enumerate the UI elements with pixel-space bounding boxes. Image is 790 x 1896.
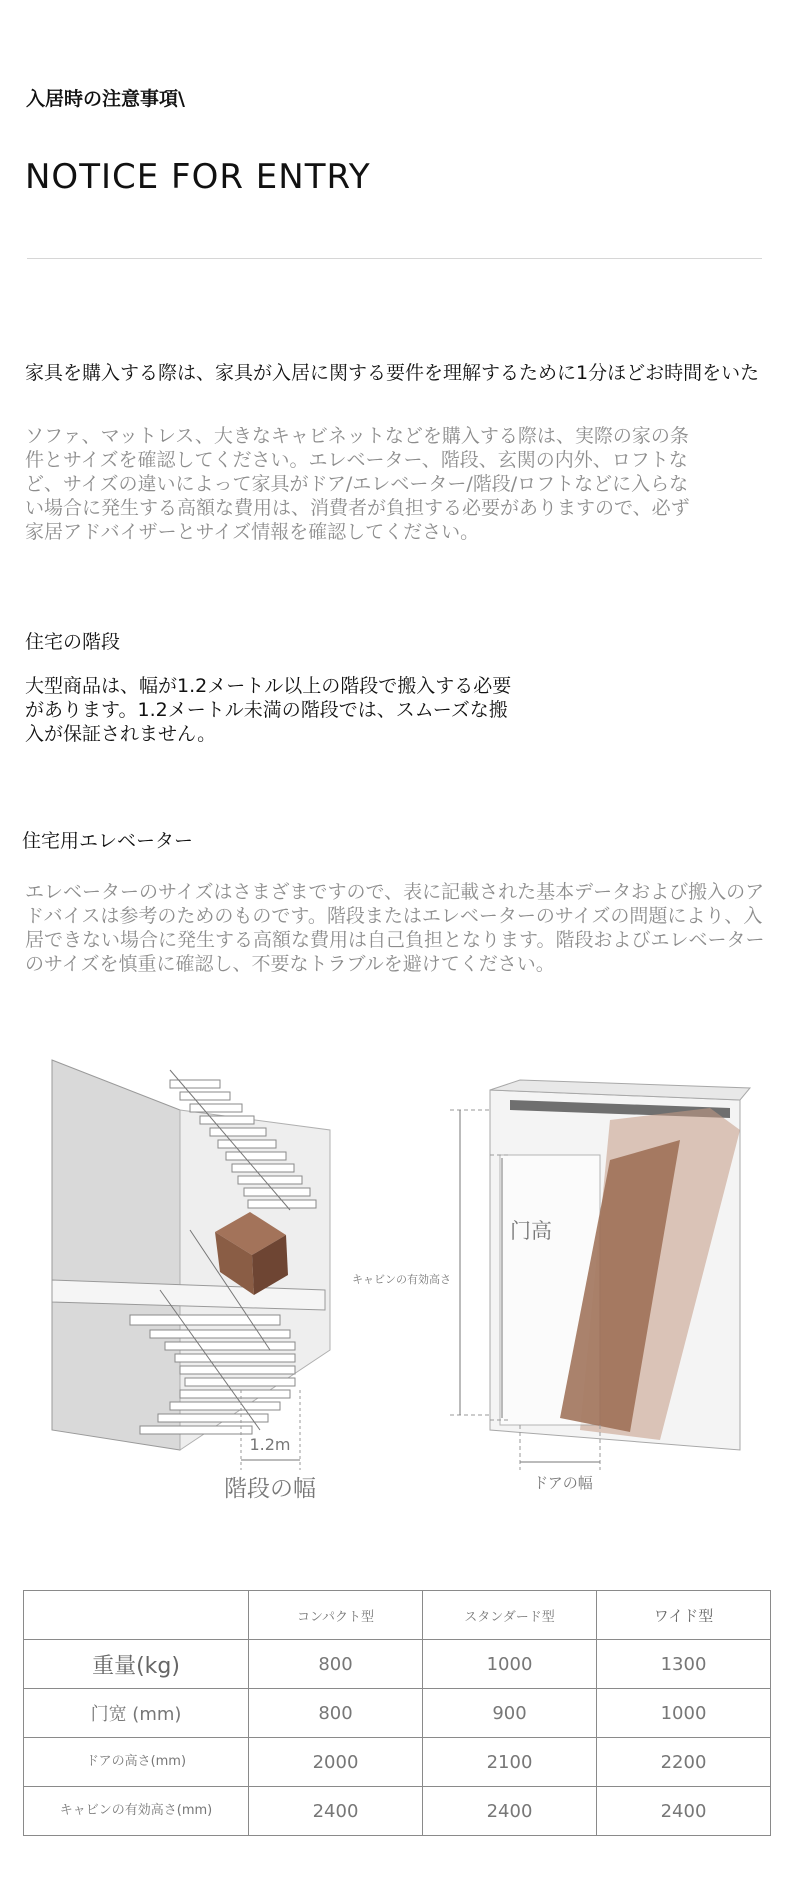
elevator-illustration [352,1080,750,1492]
stair-width-caption: 階段の幅 [224,1476,316,1502]
table-header-row [24,1591,771,1640]
page-title: NOTICE FOR ENTRY [25,157,371,197]
table-cell: 2400 [423,1787,597,1836]
door-height-label: 门高 [510,1219,552,1243]
cabin-height-label: キャビンの有効高さ [352,1273,451,1286]
stairs-elevator-illustration [40,1050,760,1510]
table-cell: 2400 [249,1787,423,1836]
row-label-cabin-height: キャビンの有効高さ(mm) [24,1787,249,1836]
divider [27,258,762,259]
row-label-weight: 重量(kg) [24,1640,249,1689]
column-header-wide: ワイド型 [597,1591,771,1640]
lead-text: 家具を購入する際は、家具が入居に関する要件を理解するために1分ほどお時間をいた [25,362,760,384]
table-cell: 2400 [597,1787,771,1836]
table-row [24,1689,771,1738]
stairs-body: 大型商品は、幅が1.2メートル以上の階段で搬入する必要があります。1.2メートル未満の階段では、スムーズな搬入が保証されません。 [25,675,512,745]
section-tag: 入居時の注意事項\ [26,88,185,110]
row-label-door-width: 门宽 (mm) [24,1689,249,1738]
row-label-door-height: ドアの高さ(mm) [24,1738,249,1787]
column-header-standard: スタンダード型 [423,1591,597,1640]
table-row [24,1640,771,1689]
intro-paragraph: ソファ、マットレス、大きなキャビネットなどを購入する際は、実際の家の条件とサイズを確認してください。エレベーター、階段、玄関の内外、ロフトなど、サイズの違いによって家具がドア/エレベーター/階段/ロフトなどに入らない場合に発生する高額な費用は、消費者が負担する必要がありますので、必ず家居アドバイザーとサイズ情報を確認してください。 [25,425,690,543]
table-cell: 1300 [597,1640,771,1689]
column-header-compact: コンパクト型 [249,1591,423,1640]
staircase-illustration [52,1060,330,1502]
table-cell: 2000 [249,1738,423,1787]
elevator-spec-table [23,1590,771,1836]
table-cell: 2100 [423,1738,597,1787]
elevator-title: 住宅用エレベーター [22,830,194,852]
elevator-body: エレベーターのサイズはさまざまですので、表に記載された基本データおよび搬入のアドバイスは参考のためのものです。階段またはエレベーターのサイズの問題により、入居できない場合に発生する高額な費用は自己負担となります。階段およびエレベーターのサイズを慎重に確認し、不要なトラブルを避けてください。 [25,881,765,975]
table-cell: 800 [249,1640,423,1689]
table-cell: 900 [423,1689,597,1738]
table-row [24,1738,771,1787]
table-row [24,1787,771,1836]
stairs-title: 住宅の階段 [25,631,121,653]
table-cell: 800 [249,1689,423,1738]
table-cell: 1000 [597,1689,771,1738]
stair-width-value: 1.2m [249,1435,291,1454]
table-cell: 2200 [597,1738,771,1787]
door-width-label: ドアの幅 [533,1474,593,1492]
table-cell: 1000 [423,1640,597,1689]
table-corner-cell [24,1591,249,1640]
